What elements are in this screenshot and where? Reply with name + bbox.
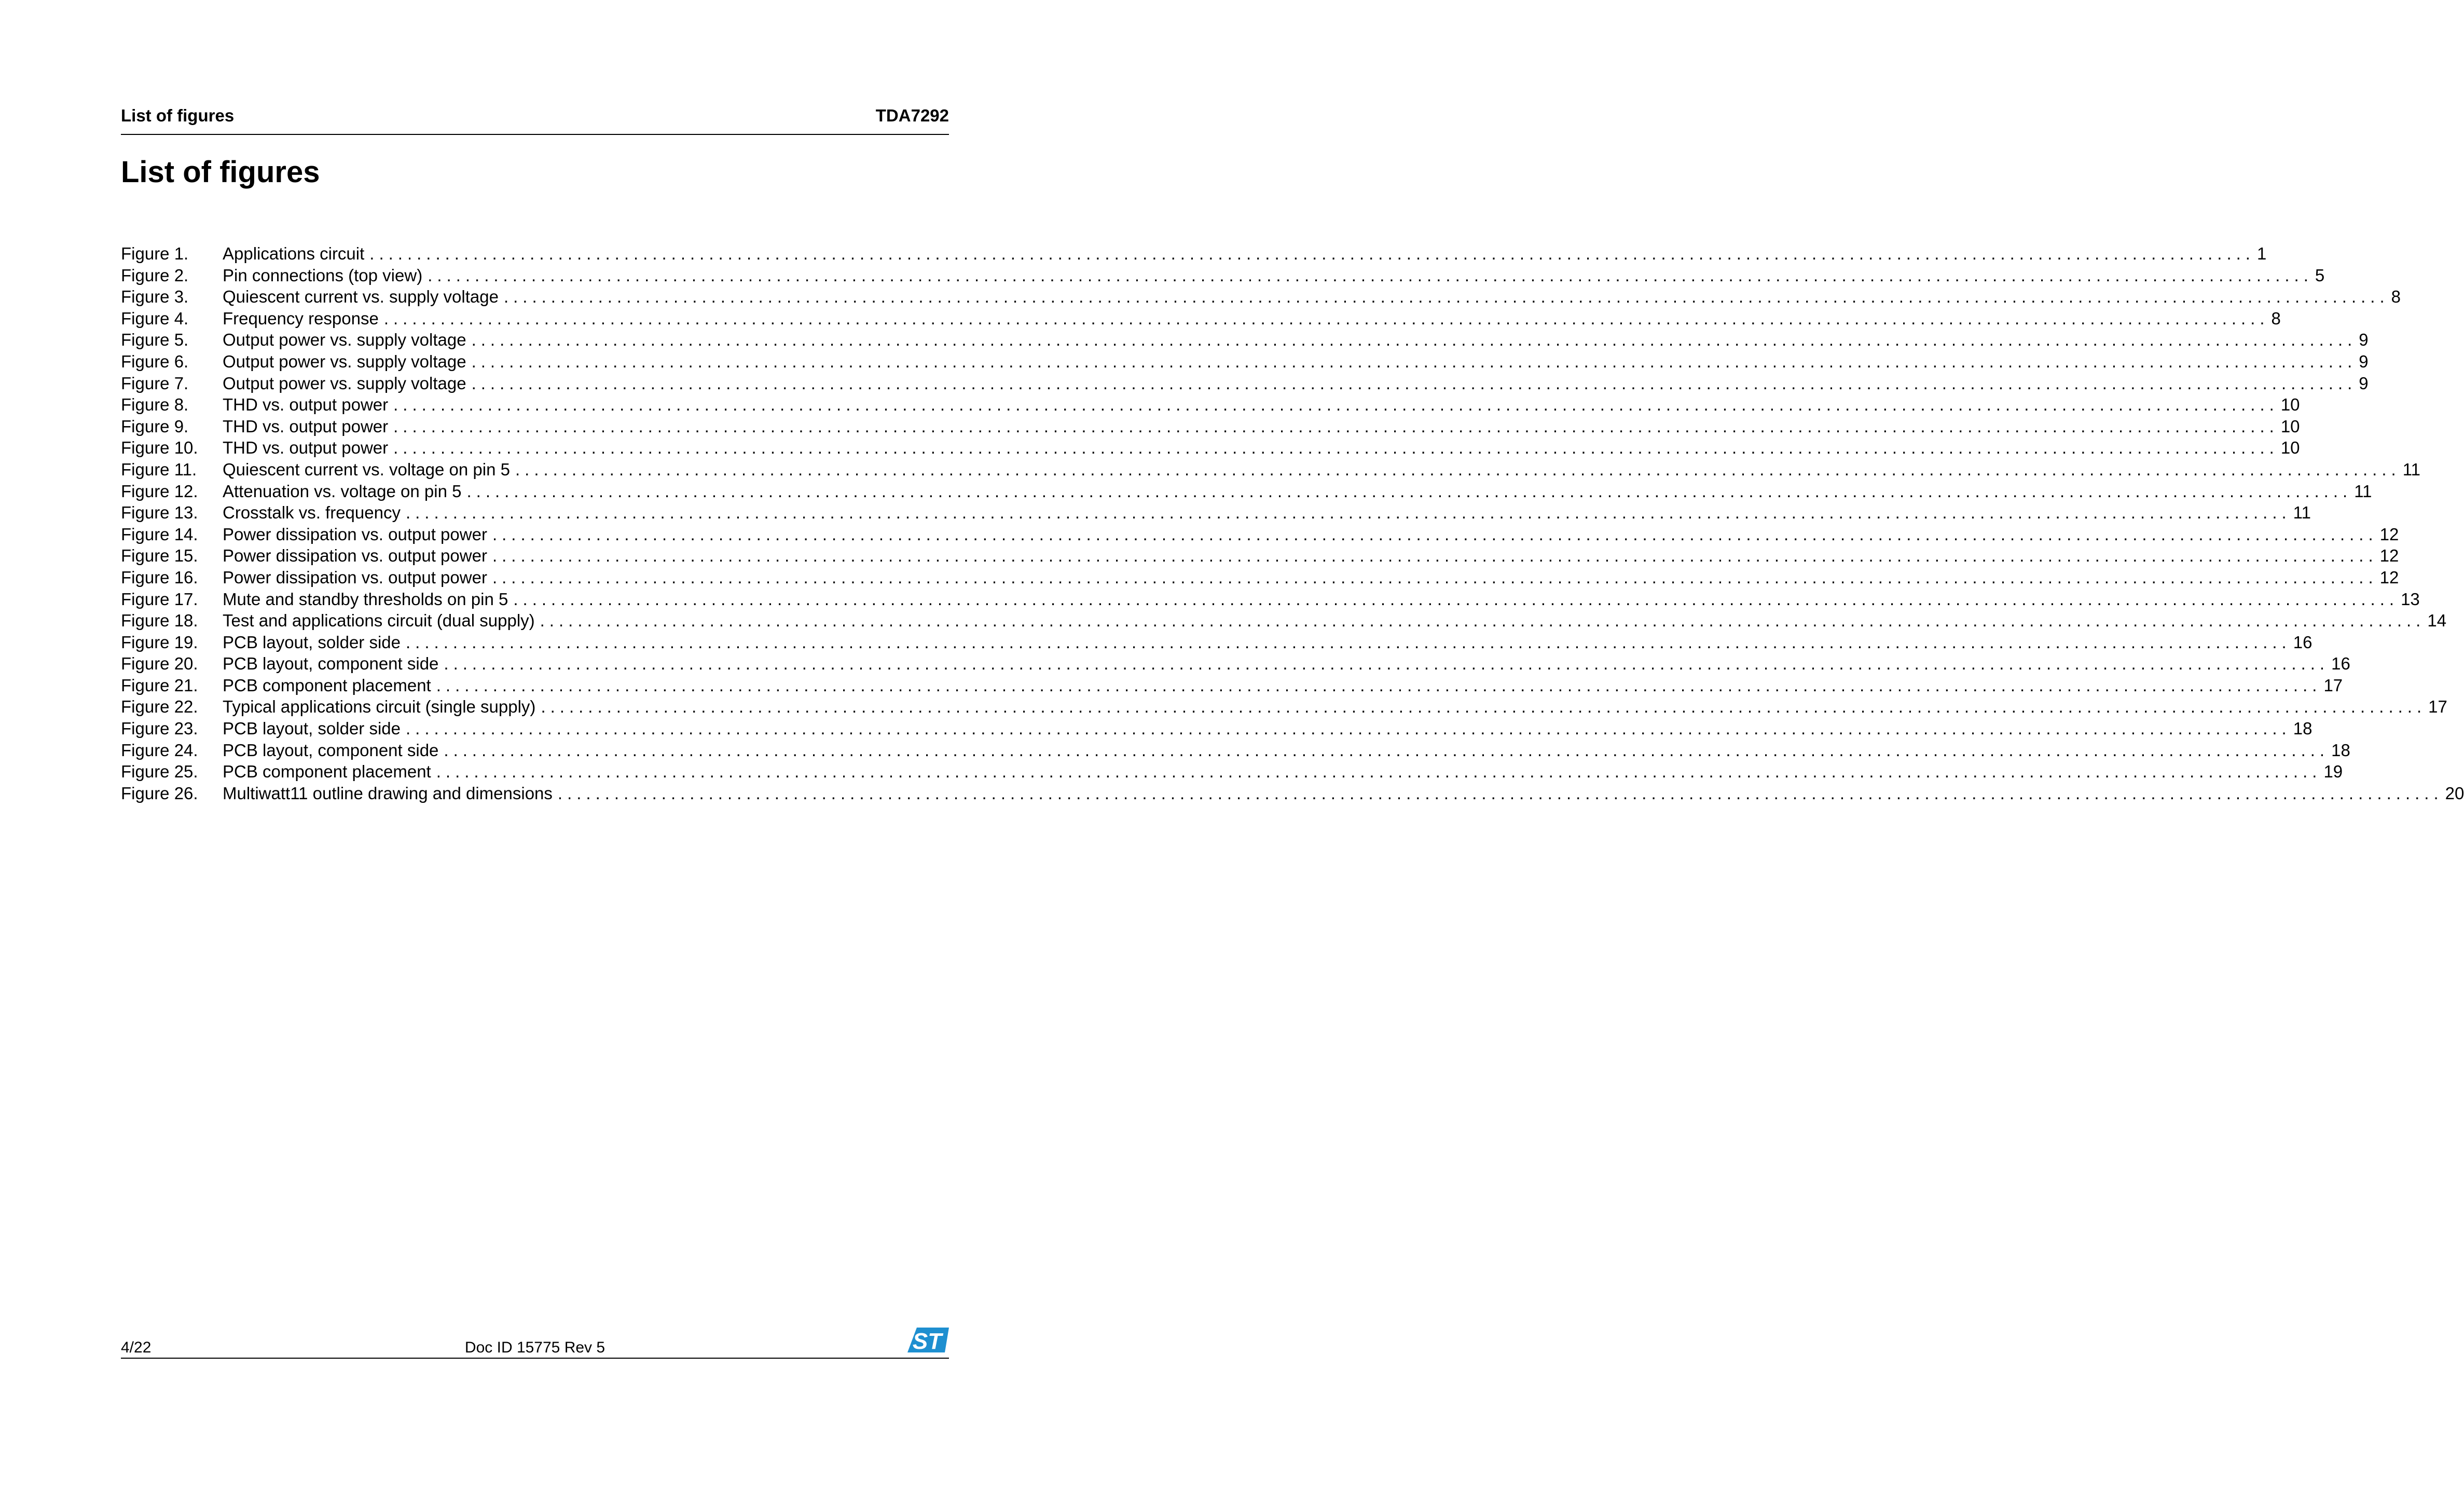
figure-list-item[interactable] <box>121 524 2399 545</box>
dot-leader: ........................................................................................................................................................................................................ <box>492 567 2378 587</box>
figure-title[interactable]: PCB component placement <box>223 675 431 695</box>
figure-title[interactable]: Crosstalk vs. frequency <box>223 503 401 523</box>
figure-page-number[interactable]: 11 <box>2402 459 2420 479</box>
figure-list-item[interactable] <box>121 416 2300 437</box>
figure-number: Figure 6. <box>121 351 189 371</box>
figure-number: Figure 13. <box>121 503 198 523</box>
figure-list-item[interactable] <box>121 265 2325 286</box>
figure-number: Figure 15. <box>121 546 198 566</box>
figure-list-item[interactable] <box>121 481 2372 502</box>
figure-list <box>121 243 2464 804</box>
header-section-title: List of figures <box>121 106 235 125</box>
figure-number: Figure 16. <box>121 567 198 587</box>
figure-number: Figure 9. <box>121 416 189 436</box>
figure-page-number[interactable]: 11 <box>2354 481 2372 501</box>
figure-title[interactable]: PCB layout, component side <box>223 740 439 760</box>
figure-number: Figure 19. <box>121 632 198 652</box>
figure-page-number[interactable]: 20 <box>2445 783 2464 803</box>
figure-page-number[interactable]: 17 <box>2323 675 2343 695</box>
dot-leader: ........................................................................................................................................................................................................ <box>513 589 2399 609</box>
figure-list-item[interactable] <box>121 351 2369 373</box>
dot-leader: ........................................................................................................................................................................................................ <box>406 632 2291 652</box>
figure-page-number[interactable]: 16 <box>2293 632 2312 652</box>
figure-page-number[interactable]: 10 <box>2280 416 2300 436</box>
figure-list-item[interactable] <box>121 740 2350 761</box>
figure-page-number[interactable]: 8 <box>2391 287 2401 307</box>
figure-page-number[interactable]: 19 <box>2323 762 2343 782</box>
dot-leader: ........................................................................................................................................................................................................ <box>428 265 2313 285</box>
figure-list-item[interactable] <box>121 675 2343 696</box>
figure-title[interactable]: THD vs. output power <box>223 416 389 436</box>
dot-leader: ........................................................................................................................................................................................................ <box>492 524 2378 544</box>
figure-number: Figure 17. <box>121 589 198 609</box>
figure-list-item[interactable] <box>121 567 2399 589</box>
figure-number: Figure 18. <box>121 611 198 631</box>
dot-leader: ........................................................................................................................................................................................................ <box>383 308 2269 328</box>
footer-doc-id: Doc ID 15775 Rev 5 <box>464 1339 605 1356</box>
figure-list-item[interactable] <box>121 761 2343 783</box>
figure-page-number[interactable]: 18 <box>2331 740 2350 760</box>
dot-leader: ........................................................................................................................................................................................................ <box>436 762 2322 782</box>
st-logo-icon <box>907 1327 949 1353</box>
figure-list-item[interactable] <box>121 610 2447 632</box>
figure-page-number[interactable]: 10 <box>2280 438 2300 458</box>
dot-leader: ........................................................................................................................................................................................................ <box>406 719 2291 739</box>
dot-leader: ........................................................................................................................................................................................................ <box>393 395 2279 415</box>
figure-list-item[interactable] <box>121 718 2312 740</box>
figure-list-item[interactable] <box>121 545 2399 567</box>
figure-list-item[interactable] <box>121 502 2311 524</box>
dot-leader: ........................................................................................................................................................................................................ <box>436 675 2322 695</box>
figure-title[interactable]: THD vs. output power <box>223 438 389 458</box>
dot-leader: ........................................................................................................................................................................................................ <box>557 783 2443 803</box>
figure-title[interactable]: THD vs. output power <box>223 395 389 415</box>
dot-leader: ........................................................................................................................................................................................................ <box>492 546 2378 566</box>
dot-leader: ........................................................................................................................................................................................................ <box>444 740 2330 760</box>
figure-title[interactable]: Multiwatt11 outline drawing and dimensions <box>223 783 553 803</box>
figure-number: Figure 2. <box>121 265 189 285</box>
figure-title[interactable]: Frequency response <box>223 308 379 328</box>
figure-page-number[interactable]: 10 <box>2280 395 2300 415</box>
dot-leader: ........................................................................................................................................................................................................ <box>471 330 2357 350</box>
dot-leader: ........................................................................................................................................................................................................ <box>540 611 2426 631</box>
figure-list-item[interactable] <box>121 373 2369 394</box>
page-footer <box>121 1329 949 1359</box>
figure-title[interactable]: Output power vs. supply voltage <box>223 373 466 393</box>
dot-leader: ........................................................................................................................................................................................................ <box>444 654 2330 674</box>
figure-list-item[interactable] <box>121 437 2300 459</box>
figure-title[interactable]: PCB layout, solder side <box>223 632 401 652</box>
figure-page-number[interactable]: 13 <box>2401 589 2420 609</box>
figure-title[interactable]: Mute and standby thresholds on pin 5 <box>223 589 508 609</box>
figure-page-number[interactable]: 12 <box>2379 567 2399 587</box>
figure-number: Figure 12. <box>121 481 198 501</box>
figure-number: Figure 4. <box>121 308 189 328</box>
dot-leader: ........................................................................................................................................................................................................ <box>466 481 2352 501</box>
st-logo-text: ST <box>912 1329 942 1354</box>
figure-title[interactable]: Test and applications circuit (dual supply) <box>223 611 535 631</box>
figure-list-item[interactable] <box>121 308 2281 330</box>
figure-title[interactable]: Typical applications circuit (single supply) <box>223 697 536 717</box>
figure-number: Figure 1. <box>121 244 189 263</box>
figure-number: Figure 14. <box>121 524 198 544</box>
figure-list-item[interactable] <box>121 696 2447 718</box>
figure-number: Figure 26. <box>121 783 198 803</box>
dot-leader: ........................................................................................................................................................................................................ <box>405 503 2291 523</box>
figure-page-number[interactable]: 9 <box>2359 373 2369 393</box>
figure-number: Figure 3. <box>121 287 189 307</box>
figure-list-item[interactable] <box>121 783 2464 804</box>
figure-title[interactable]: Pin connections (top view) <box>223 265 423 285</box>
figure-page-number[interactable]: 1 <box>2256 244 2267 263</box>
figure-list-item[interactable] <box>121 243 2267 265</box>
dot-leader: ........................................................................................................................................................................................................ <box>369 244 2255 263</box>
dot-leader: ........................................................................................................................................................................................................ <box>393 416 2279 436</box>
figure-page-number[interactable]: 12 <box>2379 546 2399 566</box>
figure-title[interactable]: Attenuation vs. voltage on pin 5 <box>223 481 462 501</box>
figure-title[interactable]: Power dissipation vs. output power <box>223 567 487 587</box>
figure-title[interactable]: PCB component placement <box>223 762 431 782</box>
figure-title[interactable]: PCB layout, solder side <box>223 719 401 739</box>
figure-number: Figure 23. <box>121 719 198 739</box>
figure-title[interactable]: Output power vs. supply voltage <box>223 330 466 350</box>
figure-title[interactable]: Output power vs. supply voltage <box>223 351 466 371</box>
figure-page-number[interactable]: 11 <box>2293 503 2311 523</box>
figure-title[interactable]: Applications circuit <box>223 244 365 263</box>
figure-title[interactable]: Power dissipation vs. output power <box>223 524 487 544</box>
figure-page-number[interactable]: 9 <box>2359 330 2369 350</box>
header-doc-name: TDA7292 <box>875 106 949 125</box>
figure-title[interactable]: PCB layout, component side <box>223 654 439 674</box>
figure-number: Figure 5. <box>121 330 189 350</box>
figure-title[interactable]: Quiescent current vs. supply voltage <box>223 287 499 307</box>
figure-page-number[interactable]: 16 <box>2331 654 2350 674</box>
figure-number: Figure 20. <box>121 654 198 674</box>
figure-list-item[interactable] <box>121 286 2401 308</box>
dot-leader: ........................................................................................................................................................................................................ <box>503 287 2389 307</box>
figure-title[interactable]: Power dissipation vs. output power <box>223 546 487 566</box>
page-title: List of figures <box>121 155 320 189</box>
dot-leader: ........................................................................................................................................................................................................ <box>471 373 2357 393</box>
figure-list-item[interactable] <box>121 459 2420 481</box>
figure-number: Figure 7. <box>121 373 189 393</box>
figure-title[interactable]: Quiescent current vs. voltage on pin 5 <box>223 459 510 479</box>
figure-number: Figure 8. <box>121 395 189 415</box>
page-header <box>121 103 949 135</box>
figure-page-number[interactable]: 17 <box>2428 697 2447 717</box>
figure-page-number[interactable]: 9 <box>2359 351 2369 371</box>
figure-number: Figure 11. <box>121 459 197 479</box>
dot-leader: ........................................................................................................................................................................................................ <box>471 351 2357 371</box>
figure-page-number[interactable]: 8 <box>2271 308 2281 328</box>
figure-number: Figure 24. <box>121 740 198 760</box>
figure-list-item[interactable] <box>121 653 2350 675</box>
figure-list-item[interactable] <box>121 394 2300 416</box>
figure-number: Figure 25. <box>121 762 198 782</box>
figure-number: Figure 21. <box>121 675 198 695</box>
dot-leader: ........................................................................................................................................................................................................ <box>541 697 2427 717</box>
figure-page-number[interactable]: 14 <box>2427 611 2447 631</box>
dot-leader: ........................................................................................................................................................................................................ <box>515 459 2401 479</box>
footer-page-number: 4/22 <box>121 1339 152 1356</box>
figure-number: Figure 22. <box>121 697 198 717</box>
figure-list-item[interactable] <box>121 632 2312 653</box>
figure-list-item[interactable] <box>121 329 2369 351</box>
figure-list-item[interactable] <box>121 589 2420 610</box>
figure-page-number[interactable]: 18 <box>2293 719 2312 739</box>
figure-page-number[interactable]: 5 <box>2315 265 2325 285</box>
dot-leader: ........................................................................................................................................................................................................ <box>393 438 2279 458</box>
figure-page-number[interactable]: 12 <box>2379 524 2399 544</box>
figure-number: Figure 10. <box>121 438 198 458</box>
